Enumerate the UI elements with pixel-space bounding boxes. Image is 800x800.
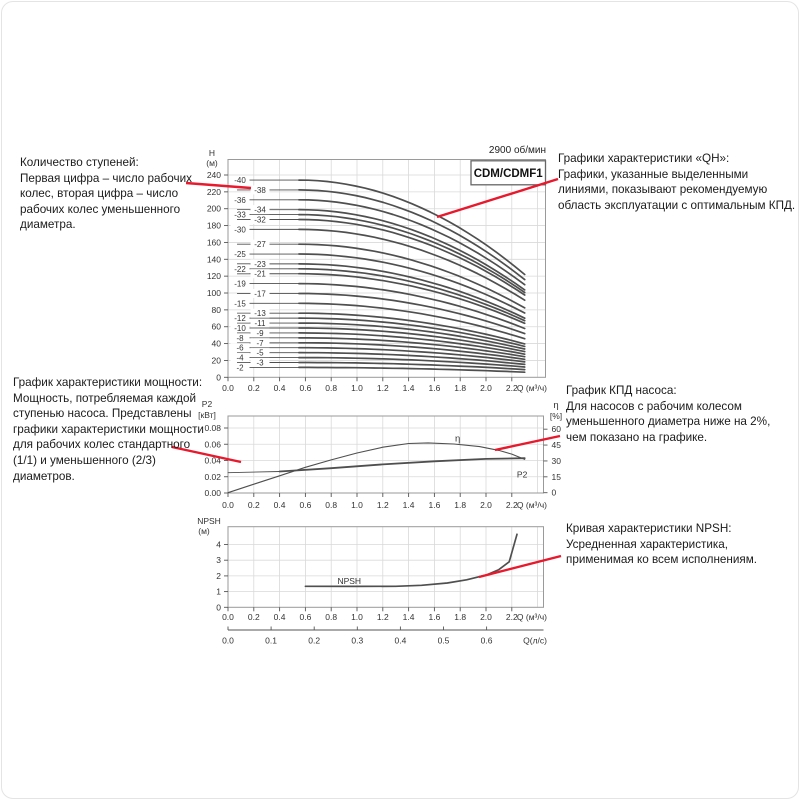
svg-text:1.0: 1.0 xyxy=(351,383,363,393)
svg-text:0.5: 0.5 xyxy=(437,635,450,646)
stage-label-17: -17 xyxy=(254,289,266,299)
svg-text:45: 45 xyxy=(551,440,561,451)
svg-text:1.0: 1.0 xyxy=(351,500,363,510)
svg-text:0.0: 0.0 xyxy=(222,612,234,622)
svg-text:220: 220 xyxy=(206,186,221,197)
svg-text:120: 120 xyxy=(206,271,221,282)
svg-text:0.4: 0.4 xyxy=(273,500,286,510)
stage-label-32: -32 xyxy=(254,215,266,225)
svg-text:0.6: 0.6 xyxy=(299,500,312,510)
svg-text:60: 60 xyxy=(551,424,561,435)
stage-label-9: -9 xyxy=(256,328,264,338)
svg-text:0.04: 0.04 xyxy=(204,455,221,466)
svg-text:0: 0 xyxy=(551,487,557,498)
svg-text:0.8: 0.8 xyxy=(325,500,338,510)
svg-text:1.6: 1.6 xyxy=(428,612,441,622)
note-qh-curves xyxy=(558,151,798,213)
svg-text:Q (м³/ч): Q (м³/ч) xyxy=(516,500,547,510)
svg-text:240: 240 xyxy=(206,169,221,180)
svg-text:2.0: 2.0 xyxy=(480,383,492,393)
svg-text:2.2: 2.2 xyxy=(505,383,518,393)
stage-label-10: -10 xyxy=(234,323,246,333)
stage-label-7: -7 xyxy=(256,338,264,348)
svg-text:0.0: 0.0 xyxy=(222,500,234,510)
svg-text:0.4: 0.4 xyxy=(394,635,407,646)
note-power-curve xyxy=(13,375,211,484)
svg-text:15: 15 xyxy=(551,471,561,482)
svg-text:NPSH: NPSH xyxy=(197,516,221,526)
note-power-curve-title: График характеристики мощности: xyxy=(13,376,203,389)
svg-text:160: 160 xyxy=(206,237,221,248)
svg-text:0.02: 0.02 xyxy=(204,471,221,482)
note-stage-count xyxy=(20,155,220,233)
svg-text:2900 об/мин: 2900 об/мин xyxy=(488,145,546,156)
svg-text:3: 3 xyxy=(216,555,221,566)
svg-text:100: 100 xyxy=(206,288,221,299)
svg-text:0.3: 0.3 xyxy=(351,635,364,646)
svg-text:0.0: 0.0 xyxy=(222,383,234,393)
svg-text:H: H xyxy=(208,148,216,158)
curve-P2-thin xyxy=(228,472,280,473)
svg-text:0.06: 0.06 xyxy=(204,439,221,450)
svg-text:0.6: 0.6 xyxy=(480,635,493,646)
svg-text:Q (м³/ч): Q (м³/ч) xyxy=(516,612,547,622)
svg-text:0.2: 0.2 xyxy=(247,500,260,510)
stage-label-12: -12 xyxy=(234,314,246,324)
note-qh-curves-body: Графики, указанные выделенными линиями, показывают рекомендуемую область эксплуатации с оптимальным КПД. xyxy=(558,167,796,212)
note-npsh-curve xyxy=(566,521,792,568)
svg-text:0.2: 0.2 xyxy=(247,383,260,393)
note-stage-count-title: Количество ступеней: xyxy=(20,156,139,169)
curve-η xyxy=(228,443,525,493)
svg-text:η: η xyxy=(553,400,559,411)
stage-label-4: -4 xyxy=(236,353,244,363)
svg-text:60: 60 xyxy=(211,321,221,332)
svg-text:200: 200 xyxy=(206,203,221,214)
note-npsh-curve-title: Кривая характеристики NPSH: xyxy=(566,522,732,535)
note-stage-count-body: Первая цифра – число рабочих колес, вторая цифра – число рабочих колес уменьшенного диаметра. xyxy=(20,171,192,232)
svg-text:0.6: 0.6 xyxy=(299,612,312,622)
svg-text:[кВт]: [кВт] xyxy=(198,410,216,420)
stage-label-3: -3 xyxy=(256,358,264,368)
stage-label-27: -27 xyxy=(254,240,266,250)
svg-text:180: 180 xyxy=(206,220,221,231)
svg-text:(м): (м) xyxy=(198,526,210,536)
svg-text:20: 20 xyxy=(211,355,221,366)
svg-text:0: 0 xyxy=(216,602,221,613)
note-efficiency-curve-body: Для насосов с рабочим колесом уменьшенного диаметра ниже на 2%, чем показано на графике. xyxy=(566,399,771,444)
stage-label-25: -25 xyxy=(234,250,246,260)
stage-label-22: -22 xyxy=(234,264,246,274)
svg-text:0.2: 0.2 xyxy=(247,612,260,622)
stage-label-5: -5 xyxy=(256,348,264,358)
svg-text:0.4: 0.4 xyxy=(273,612,286,622)
svg-text:2.2: 2.2 xyxy=(505,500,518,510)
svg-text:0: 0 xyxy=(216,372,221,383)
note-efficiency-curve-title: График КПД насоса: xyxy=(566,384,677,397)
svg-text:P2: P2 xyxy=(201,399,213,409)
svg-text:2.0: 2.0 xyxy=(480,500,492,510)
stage-label-40: -40 xyxy=(234,176,246,186)
svg-text:0.6: 0.6 xyxy=(299,383,312,393)
stage-label-8: -8 xyxy=(236,333,244,343)
stage-label-38: -38 xyxy=(254,185,266,195)
stage-label-2: -2 xyxy=(236,363,244,373)
red-arrow-efficiency xyxy=(495,436,560,450)
svg-text:1.2: 1.2 xyxy=(376,612,389,622)
svg-text:0.4: 0.4 xyxy=(273,383,286,393)
stage-label-13: -13 xyxy=(254,309,266,319)
svg-text:140: 140 xyxy=(206,254,221,265)
svg-text:1.8: 1.8 xyxy=(454,612,467,622)
npsh-chart xyxy=(197,516,547,646)
svg-text:1.4: 1.4 xyxy=(402,500,415,510)
red-arrow-npsh xyxy=(479,556,561,577)
svg-text:0.00: 0.00 xyxy=(204,488,221,498)
svg-text:0.0: 0.0 xyxy=(222,635,234,646)
svg-text:(м): (м) xyxy=(206,158,218,168)
svg-text:1: 1 xyxy=(216,586,221,597)
stage-label-21: -21 xyxy=(254,269,266,279)
power-efficiency-chart xyxy=(198,399,562,510)
note-power-curve-body: Мощность, потребляемая каждой ступенью насоса. Представлены графики характеристики мощности для рабочих колес стандартного (1/1) и уменьшенного (2/3) диаметров. xyxy=(13,391,204,483)
stage-label-34: -34 xyxy=(254,205,266,215)
curve-label-npsh: NPSH xyxy=(337,575,362,586)
stage-label-15: -15 xyxy=(234,299,246,309)
svg-text:1.6: 1.6 xyxy=(428,500,441,510)
svg-text:2.2: 2.2 xyxy=(505,612,518,622)
svg-text:2: 2 xyxy=(216,570,221,581)
qh-chart xyxy=(206,144,547,393)
svg-text:80: 80 xyxy=(211,304,221,315)
stage-label-23: -23 xyxy=(254,259,266,269)
svg-text:0.08: 0.08 xyxy=(204,423,221,433)
pump-model-label: CDM/CDMF1 xyxy=(473,167,543,180)
stage-label-33: -33 xyxy=(234,210,246,220)
svg-text:0.8: 0.8 xyxy=(325,612,338,622)
svg-text:0.8: 0.8 xyxy=(325,383,338,393)
svg-text:1.4: 1.4 xyxy=(402,383,415,393)
svg-text:1.4: 1.4 xyxy=(402,612,415,622)
svg-text:4: 4 xyxy=(216,539,221,550)
svg-text:0.2: 0.2 xyxy=(308,635,321,646)
curve-label-η: η xyxy=(454,433,461,445)
svg-text:1.2: 1.2 xyxy=(376,383,389,393)
svg-text:1.8: 1.8 xyxy=(454,500,467,510)
note-npsh-curve-body: Усредненная характеристика, применимая ко всем исполнениям. xyxy=(566,537,757,567)
annotation-arrows xyxy=(172,179,561,577)
stage-label-6: -6 xyxy=(236,343,244,353)
svg-text:30: 30 xyxy=(551,455,561,466)
stage-label-19: -19 xyxy=(234,279,246,289)
svg-text:[%]: [%] xyxy=(549,411,563,421)
svg-text:Q(л/с): Q(л/с) xyxy=(523,635,547,646)
curve-label-P2: P2 xyxy=(516,469,528,480)
svg-text:1.0: 1.0 xyxy=(351,612,363,622)
svg-text:1.6: 1.6 xyxy=(428,383,441,393)
svg-text:1.2: 1.2 xyxy=(376,500,389,510)
svg-text:Q (м³/ч): Q (м³/ч) xyxy=(516,383,547,393)
stage-label-30: -30 xyxy=(234,225,246,235)
svg-text:40: 40 xyxy=(211,338,221,349)
svg-text:2.0: 2.0 xyxy=(480,612,492,622)
stage-label-36: -36 xyxy=(234,195,246,205)
note-efficiency-curve xyxy=(566,383,792,445)
svg-text:0.1: 0.1 xyxy=(265,635,278,646)
stage-label-11: -11 xyxy=(254,319,266,329)
note-qh-curves-title: Графики характеристики «QH»: xyxy=(558,152,730,165)
svg-text:1.8: 1.8 xyxy=(454,383,467,393)
